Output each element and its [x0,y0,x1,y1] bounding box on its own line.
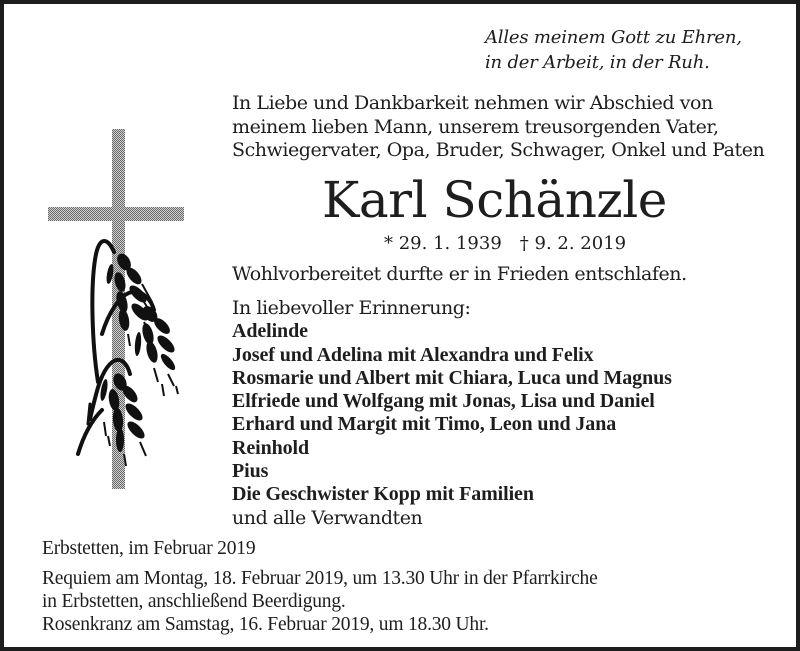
mourner: Josef und Adelina mit Alexandra und Felix [232,343,594,366]
mourner: Die Geschwister Kopp mit Familien [232,483,534,506]
remembrance-label: In liebevoller Erinnerung: [232,297,471,319]
service-info [42,537,598,636]
birth-date: * 29. 1. 1939 [384,233,502,254]
intro-line: In Liebe und Dankbarkeit nehmen wir Abschied von [232,92,713,114]
service-line: Requiem am Montag, 18. Februar 2019, um 13.30 Uhr in der Pfarrkirche [42,568,598,589]
motto-line: in der Arbeit, in der Ruh. [485,52,710,73]
cross-with-wheat-icon [44,124,184,494]
mourner: Rosmarie und Albert mit Chiara, Luca und Magnus [232,366,672,389]
death-date: † 9. 2. 2019 [519,233,627,254]
intro-line: Schwiegervater, Opa, Bruder, Schwager, Onkel und Paten [232,139,765,161]
motto [485,25,742,75]
intro-line: meinem lieben Mann, unserem treusorgenden Vater, [232,115,719,138]
mourner: Elfriede und Wolfgang mit Jonas, Lisa und Daniel [232,390,655,413]
mourner: Adelinde [232,320,308,343]
peace-line: Wohlvorbereitet durfte er in Frieden entschlafen. [232,263,687,285]
mourner: Pius [232,460,269,483]
relatives-line: und alle Verwandten [232,506,423,529]
life-dates [384,233,626,255]
intro-text [232,92,764,163]
mourners-list [232,297,672,530]
motto-line: Alles meinem Gott zu Ehren, [485,27,742,48]
place-date: Erbstetten, im Februar 2019 [42,538,256,559]
mourner: Erhard und Margit mit Timo, Leon und Jana [232,413,617,436]
mourner: Reinhold [232,436,310,459]
service-line: Rosenkranz am Samstag, 16. Februar 2019, um 18.30 Uhr. [42,614,489,635]
deceased-name: Karl Schänzle [322,171,667,229]
service-line: in Erbstetten, anschließend Beerdigung. [42,591,346,612]
